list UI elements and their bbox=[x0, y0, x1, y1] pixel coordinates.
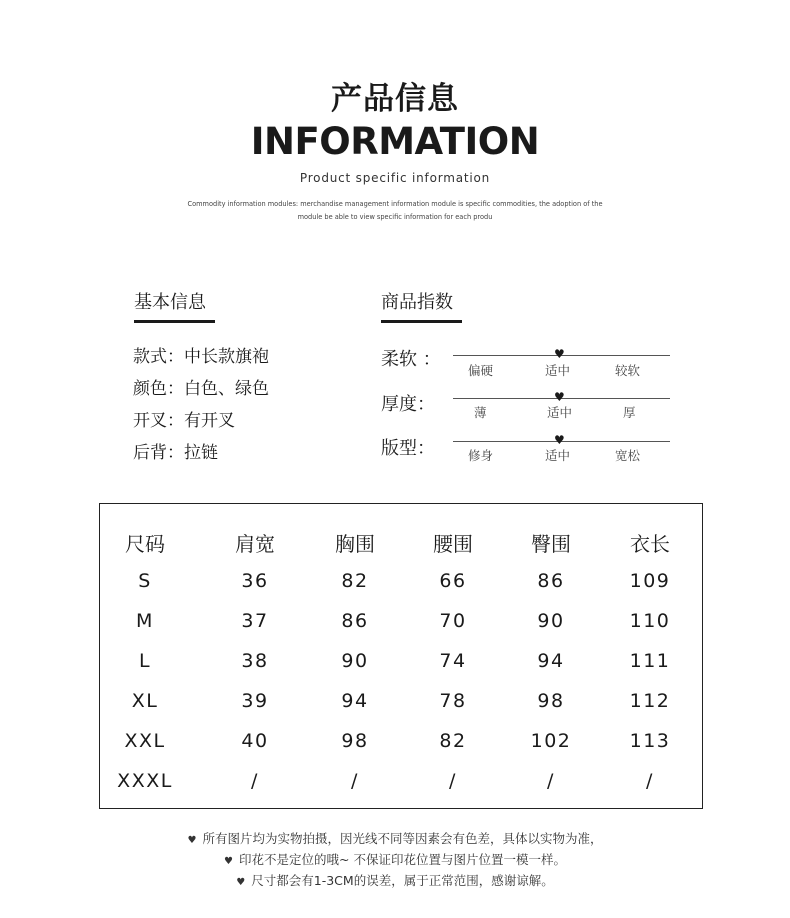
size-table-cell: XXXL bbox=[117, 770, 173, 792]
note-line bbox=[0, 828, 790, 849]
description-line: module be able to view specific information for each produ bbox=[297, 213, 493, 221]
size-table-cell: 94 bbox=[537, 650, 565, 672]
note-text: 印花不是定位的哦~ 不保证印花位置与图片位置一模一样。 bbox=[239, 852, 566, 867]
size-table-cell: / bbox=[251, 770, 259, 792]
size-table-cell: 82 bbox=[341, 570, 369, 592]
size-table-header: 胸围 bbox=[335, 532, 375, 556]
size-table-cell: 86 bbox=[341, 610, 369, 632]
size-table-cell: 36 bbox=[241, 570, 269, 592]
index-option: 修身 bbox=[468, 448, 494, 463]
size-table-cell: 111 bbox=[629, 650, 671, 672]
size-table-cell: S bbox=[138, 570, 152, 592]
basic-info-heading-text: 基本信息 bbox=[134, 292, 206, 313]
size-table-cell: 90 bbox=[537, 610, 565, 632]
size-table-cell: 37 bbox=[241, 610, 269, 632]
basic-info-item: 款式：中长款旗袍 bbox=[133, 347, 269, 367]
size-table-header: 衣长 bbox=[630, 532, 670, 556]
size-table-cell: 66 bbox=[439, 570, 467, 592]
index-option: 薄 bbox=[474, 405, 487, 420]
size-table-cell: 90 bbox=[341, 650, 369, 672]
size-table-cell: 113 bbox=[629, 730, 671, 752]
size-table-cell: 102 bbox=[530, 730, 572, 752]
index-option: 偏硬 bbox=[468, 363, 494, 378]
size-table-cell: L bbox=[138, 650, 152, 672]
size-table-cell: 74 bbox=[439, 650, 467, 672]
index-option: 宽松 bbox=[615, 448, 641, 463]
heading-underline bbox=[381, 320, 462, 323]
size-table-cell: 94 bbox=[341, 690, 369, 712]
size-table-cell: M bbox=[136, 610, 154, 632]
size-table-cell: XXL bbox=[124, 730, 166, 752]
page-subtitle: Product specific information bbox=[299, 171, 491, 185]
size-table-cell: 112 bbox=[629, 690, 671, 712]
index-option: 较软 bbox=[615, 363, 641, 378]
heart-bullet-icon: ♥ bbox=[236, 877, 246, 888]
heart-icon: ♥ bbox=[554, 433, 565, 447]
index-option: 厚 bbox=[623, 405, 636, 420]
size-table-cell: / bbox=[646, 770, 654, 792]
basic-info-list bbox=[133, 345, 269, 473]
page-title-en: INFORMATION bbox=[250, 120, 540, 163]
basic-info-item: 开叉：有开叉 bbox=[133, 411, 235, 431]
size-table-cell: 39 bbox=[241, 690, 269, 712]
size-table-cell: 109 bbox=[629, 570, 671, 592]
size-table-cell: 98 bbox=[537, 690, 565, 712]
size-table-header: 尺码 bbox=[125, 532, 165, 556]
index-label: 版型： bbox=[381, 438, 435, 459]
notes bbox=[0, 828, 790, 891]
heart-icon: ♥ bbox=[554, 390, 565, 404]
basic-info-item: 后背：拉链 bbox=[133, 443, 218, 463]
size-table-cell: 40 bbox=[241, 730, 269, 752]
note-text: 尺寸都会有1-3CM的误差，属于正常范围，感谢谅解。 bbox=[251, 873, 554, 888]
size-table-box bbox=[99, 503, 703, 809]
size-table-cell: 98 bbox=[341, 730, 369, 752]
heart-icon: ♥ bbox=[554, 347, 565, 361]
size-table-cell: 86 bbox=[537, 570, 565, 592]
index-option: 适中 bbox=[545, 448, 571, 463]
heading-underline bbox=[134, 320, 215, 323]
size-table-header: 臀围 bbox=[531, 532, 571, 556]
heart-bullet-icon: ♥ bbox=[187, 835, 197, 846]
page-description bbox=[150, 198, 640, 224]
product-index-heading-text: 商品指数 bbox=[381, 292, 453, 313]
size-table-header: 肩宽 bbox=[235, 532, 275, 556]
basic-info-item: 颜色：白色、绿色 bbox=[133, 379, 269, 399]
size-table-cell: / bbox=[449, 770, 457, 792]
size-table-cell: 70 bbox=[439, 610, 467, 632]
page-title-cn: 产品信息 bbox=[331, 81, 459, 117]
note-line bbox=[0, 870, 790, 891]
index-option: 适中 bbox=[545, 363, 571, 378]
size-table-cell: 82 bbox=[439, 730, 467, 752]
index-label: 柔软 ： bbox=[381, 349, 441, 370]
size-table-cell: / bbox=[351, 770, 359, 792]
size-table-cell: XL bbox=[131, 690, 159, 712]
basic-info-heading bbox=[134, 288, 215, 323]
size-table-cell: 110 bbox=[629, 610, 671, 632]
note-text: 所有图片均为实物拍摄，因光线不同等因素会有色差，具体以实物为准， bbox=[202, 831, 603, 846]
index-label: 厚度： bbox=[381, 394, 435, 415]
size-table-cell: 38 bbox=[241, 650, 269, 672]
product-index-heading bbox=[381, 288, 462, 323]
note-line bbox=[0, 849, 790, 870]
size-table-header: 腰围 bbox=[433, 532, 473, 556]
size-table-cell: / bbox=[547, 770, 555, 792]
size-table-cell: 78 bbox=[439, 690, 467, 712]
description-line: Commodity information modules: merchandise management information module is specific commodities, the adoption of the bbox=[187, 200, 603, 208]
index-option: 适中 bbox=[547, 405, 573, 420]
heart-bullet-icon: ♥ bbox=[224, 856, 233, 867]
